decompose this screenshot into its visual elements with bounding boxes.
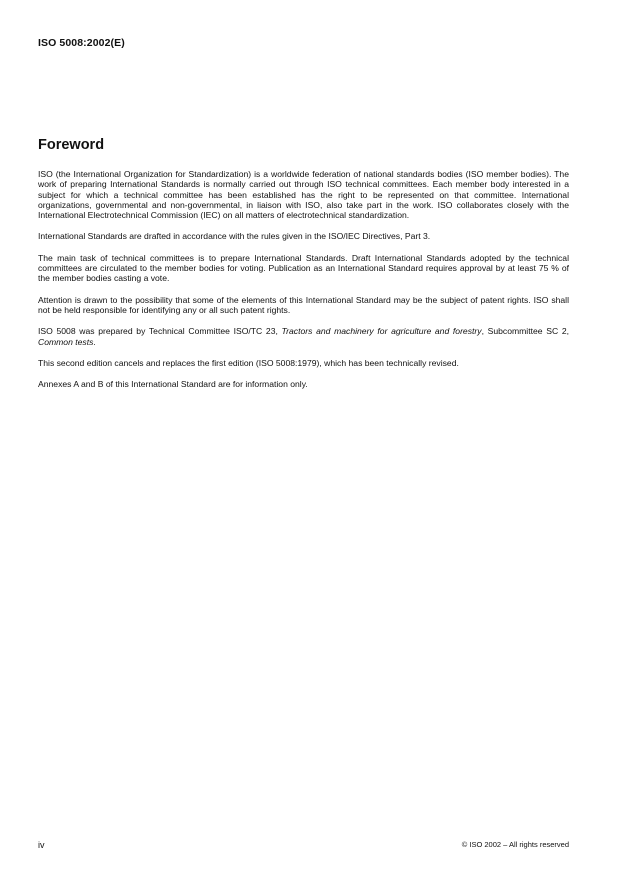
paragraph-technical-committees: The main task of technical committees is to prepare International Standards. Draft International Standards adopted by the technical committees are circulated to the member bodies for voting. Publication as an International Standard requires approval by at least 75 % of the member bodies casting a vote. <box>38 252 569 284</box>
prepared-by-text-b: , Subcommittee SC 2, <box>481 326 569 337</box>
foreword-body <box>38 169 569 400</box>
paragraph-patent-rights: Attention is drawn to the possibility that some of the elements of this International Standard may be the subject of patent rights. ISO shall not be held responsible for identifying any or all such patent rights. <box>38 294 569 315</box>
paragraph-drafting-rules: International Standards are drafted in accordance with the rules given in the ISO/IEC Directives, Part 3. <box>38 231 431 242</box>
subcommittee-title: Common tests <box>38 336 94 347</box>
page-number: iv <box>38 840 45 850</box>
copyright-notice: © ISO 2002 – All rights reserved <box>461 840 569 849</box>
committee-title: Tractors and machinery for agriculture and forestry <box>281 326 482 337</box>
prepared-by-text-a: ISO 5008 was prepared by Technical Committee ISO/TC 23, <box>38 326 282 337</box>
paragraph-edition: This second edition cancels and replaces the first edition (ISO 5008:1979), which has been technically revised. <box>38 357 459 368</box>
paragraph-prepared-by <box>38 326 569 347</box>
foreword-heading: Foreword <box>38 137 105 153</box>
document-id: ISO 5008:2002(E) <box>38 37 125 49</box>
paragraph-iso-description: ISO (the International Organization for Standardization) is a worldwide federation of national standards bodies (ISO member bodies). The work of preparing International Standards is normally carried out through ISO technical committees. Each member body interested in a subject for which a technical committee has been established has the right to be represented on that committee. International organizations, governmental and non-governmental, in liaison with ISO, also take part in the work. ISO collaborates closely with the International Electrotechnical Commission (IEC) on all matters of electrotechnical standardization. <box>38 169 569 221</box>
prepared-by-text-c: . <box>93 336 96 347</box>
paragraph-annexes: Annexes A and B of this International Standard are for information only. <box>38 379 308 390</box>
